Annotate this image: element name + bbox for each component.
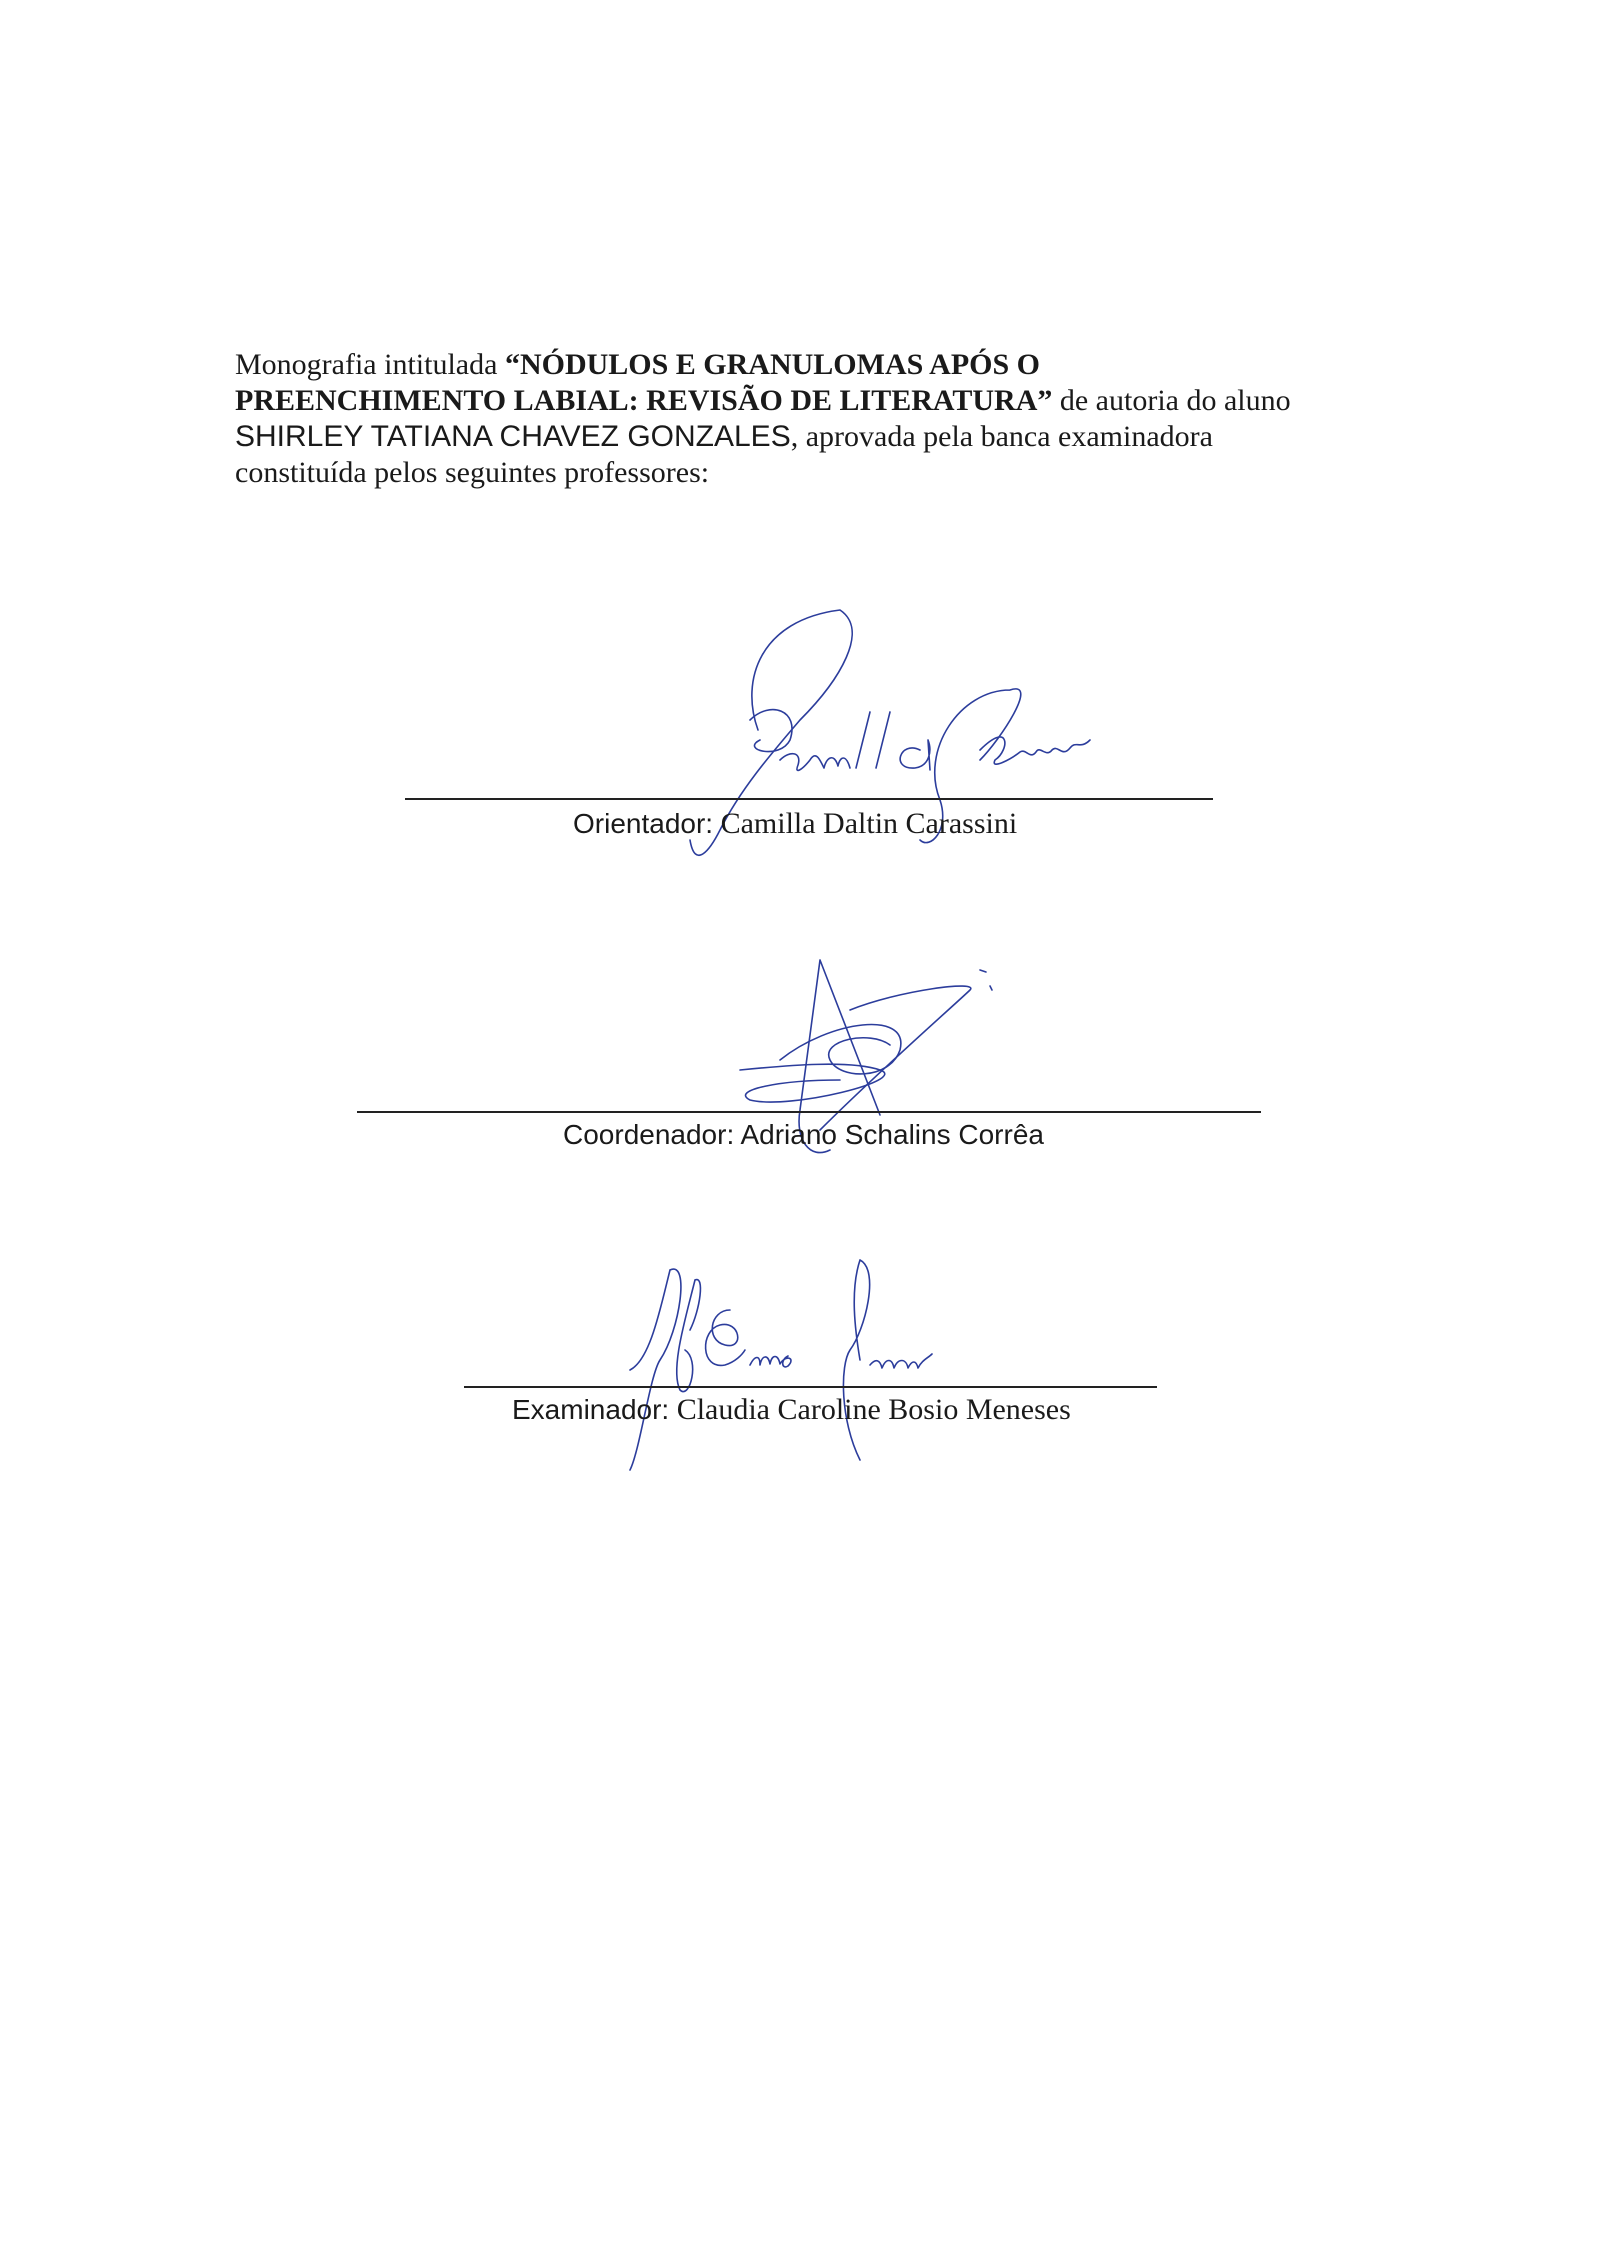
author-name: SHIRLEY TATIANA CHAVEZ GONZALES — [235, 420, 791, 453]
approval-text: , aprovada pela banca examinadora — [790, 420, 1213, 453]
signatory-name: Adriano Schalins Corrêa — [740, 1119, 1044, 1150]
statement-line-2 — [235, 383, 1385, 419]
statement-prefix: Monografia intitulada — [235, 348, 505, 381]
signatory-name: Camilla Daltin Carassini — [720, 807, 1018, 840]
monograph-title-part-2: PREENCHIMENTO LABIAL: REVISÃO DE LITERATURA” — [235, 384, 1053, 417]
signature-coordenador — [730, 950, 1010, 1190]
statement-line-1 — [235, 347, 1385, 383]
closing-text: constituída pelos seguintes professores: — [235, 456, 710, 489]
signature-line-coordenador — [357, 1111, 1261, 1113]
signature-examinador — [610, 1250, 970, 1480]
signatory-role: Coordenador: — [563, 1119, 735, 1150]
author-intro: de autoria do aluno — [1052, 384, 1291, 417]
signatory-name: Claudia Caroline Bosio Meneses — [676, 1393, 1071, 1426]
signatory-role: Examinador: — [512, 1394, 670, 1425]
signature-line-examinador — [464, 1386, 1157, 1388]
statement-line-3 — [235, 419, 1385, 455]
signatory-label-orientador — [573, 807, 1017, 841]
approval-statement — [235, 347, 1385, 491]
monograph-title-part-1: “NÓDULOS E GRANULOMAS APÓS O — [504, 348, 1041, 381]
statement-line-4 — [235, 455, 1385, 491]
signature-line-orientador — [405, 798, 1213, 800]
signatory-label-examinador — [512, 1393, 1071, 1427]
signatory-role: Orientador: — [573, 808, 714, 839]
signatory-label-coordenador — [563, 1118, 1044, 1152]
